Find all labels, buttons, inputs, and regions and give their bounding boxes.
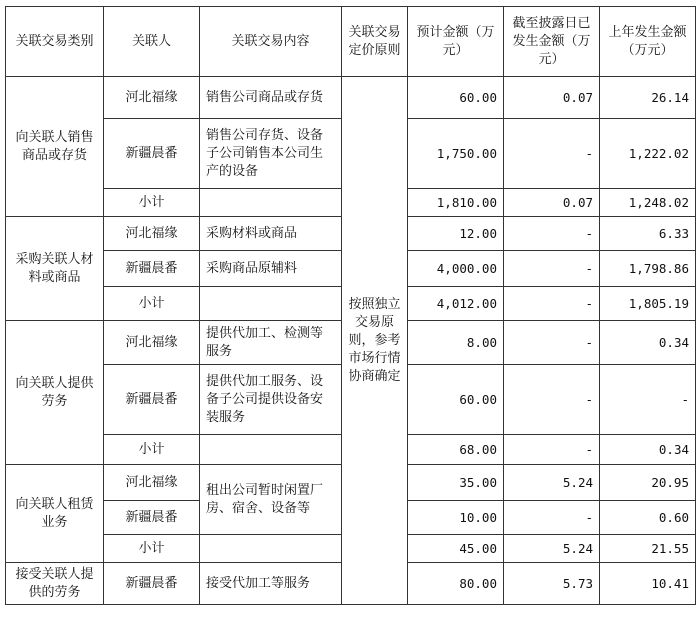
previous-cell: 0.34 <box>600 435 696 465</box>
estimated-cell: 12.00 <box>408 217 504 251</box>
occurred-cell: - <box>504 251 600 287</box>
previous-cell: 21.55 <box>600 535 696 563</box>
previous-cell: 1,805.19 <box>600 287 696 321</box>
header-category: 关联交易类别 <box>6 7 104 77</box>
category-cell: 向关联人销售商品或存货 <box>6 77 104 217</box>
previous-cell: - <box>600 365 696 435</box>
estimated-cell: 1,750.00 <box>408 119 504 189</box>
estimated-cell: 80.00 <box>408 563 504 605</box>
occurred-cell: 5.24 <box>504 535 600 563</box>
previous-cell: 0.60 <box>600 501 696 535</box>
table-row <box>6 77 696 119</box>
category-cell: 向关联人提供劳务 <box>6 321 104 465</box>
header-previous: 上年发生金额（万元） <box>600 7 696 77</box>
header-occurred: 截至披露日已发生金额（万元） <box>504 7 600 77</box>
party-cell: 新疆晨番 <box>104 501 200 535</box>
content-cell: 采购商品原辅料 <box>200 251 342 287</box>
subtotal-label: 小计 <box>104 535 200 563</box>
occurred-cell: 0.07 <box>504 189 600 217</box>
occurred-cell: - <box>504 287 600 321</box>
party-cell: 河北福缘 <box>104 465 200 501</box>
content-cell: 采购材料或商品 <box>200 217 342 251</box>
content-cell-empty <box>200 287 342 321</box>
content-cell-empty <box>200 535 342 563</box>
occurred-cell: - <box>504 435 600 465</box>
estimated-cell: 60.00 <box>408 365 504 435</box>
estimated-cell: 35.00 <box>408 465 504 501</box>
content-cell: 销售公司存货、设备子公司销售本公司生产的设备 <box>200 119 342 189</box>
occurred-cell: - <box>504 217 600 251</box>
header-pricing: 关联交易定价原则 <box>342 7 408 77</box>
estimated-cell: 4,000.00 <box>408 251 504 287</box>
subtotal-label: 小计 <box>104 287 200 321</box>
previous-cell: 0.34 <box>600 321 696 365</box>
occurred-cell: 5.24 <box>504 465 600 501</box>
subtotal-label: 小计 <box>104 435 200 465</box>
estimated-cell: 68.00 <box>408 435 504 465</box>
previous-cell: 20.95 <box>600 465 696 501</box>
related-transactions-table <box>5 6 696 605</box>
category-cell: 向关联人租赁业务 <box>6 465 104 563</box>
content-cell-empty <box>200 189 342 217</box>
pricing-principle-cell: 按照独立交易原则，参考市场行情协商确定 <box>342 77 408 605</box>
previous-cell: 10.41 <box>600 563 696 605</box>
estimated-cell: 45.00 <box>408 535 504 563</box>
category-cell: 采购关联人材料或商品 <box>6 217 104 321</box>
estimated-cell: 8.00 <box>408 321 504 365</box>
header-row <box>6 7 696 77</box>
party-cell: 新疆晨番 <box>104 365 200 435</box>
estimated-cell: 4,012.00 <box>408 287 504 321</box>
previous-cell: 1,248.02 <box>600 189 696 217</box>
occurred-cell: - <box>504 321 600 365</box>
occurred-cell: - <box>504 119 600 189</box>
occurred-cell: 0.07 <box>504 77 600 119</box>
occurred-cell: - <box>504 365 600 435</box>
header-estimated: 预计金额（万元） <box>408 7 504 77</box>
previous-cell: 1,222.02 <box>600 119 696 189</box>
party-cell: 新疆晨番 <box>104 563 200 605</box>
content-cell: 租出公司暂时闲置厂房、宿舍、设备等 <box>200 465 342 535</box>
estimated-cell: 1,810.00 <box>408 189 504 217</box>
party-cell: 河北福缘 <box>104 217 200 251</box>
previous-cell: 1,798.86 <box>600 251 696 287</box>
occurred-cell: 5.73 <box>504 563 600 605</box>
estimated-cell: 10.00 <box>408 501 504 535</box>
estimated-cell: 60.00 <box>408 77 504 119</box>
party-cell: 新疆晨番 <box>104 251 200 287</box>
content-cell: 销售公司商品或存货 <box>200 77 342 119</box>
content-cell: 提供代加工、检测等服务 <box>200 321 342 365</box>
header-content: 关联交易内容 <box>200 7 342 77</box>
content-cell: 提供代加工服务、设备子公司提供设备安装服务 <box>200 365 342 435</box>
subtotal-label: 小计 <box>104 189 200 217</box>
previous-cell: 26.14 <box>600 77 696 119</box>
content-cell: 接受代加工等服务 <box>200 563 342 605</box>
previous-cell: 6.33 <box>600 217 696 251</box>
content-cell-empty <box>200 435 342 465</box>
occurred-cell: - <box>504 501 600 535</box>
category-cell: 接受关联人提供的劳务 <box>6 563 104 605</box>
party-cell: 河北福缘 <box>104 77 200 119</box>
header-party: 关联人 <box>104 7 200 77</box>
party-cell: 河北福缘 <box>104 321 200 365</box>
party-cell: 新疆晨番 <box>104 119 200 189</box>
